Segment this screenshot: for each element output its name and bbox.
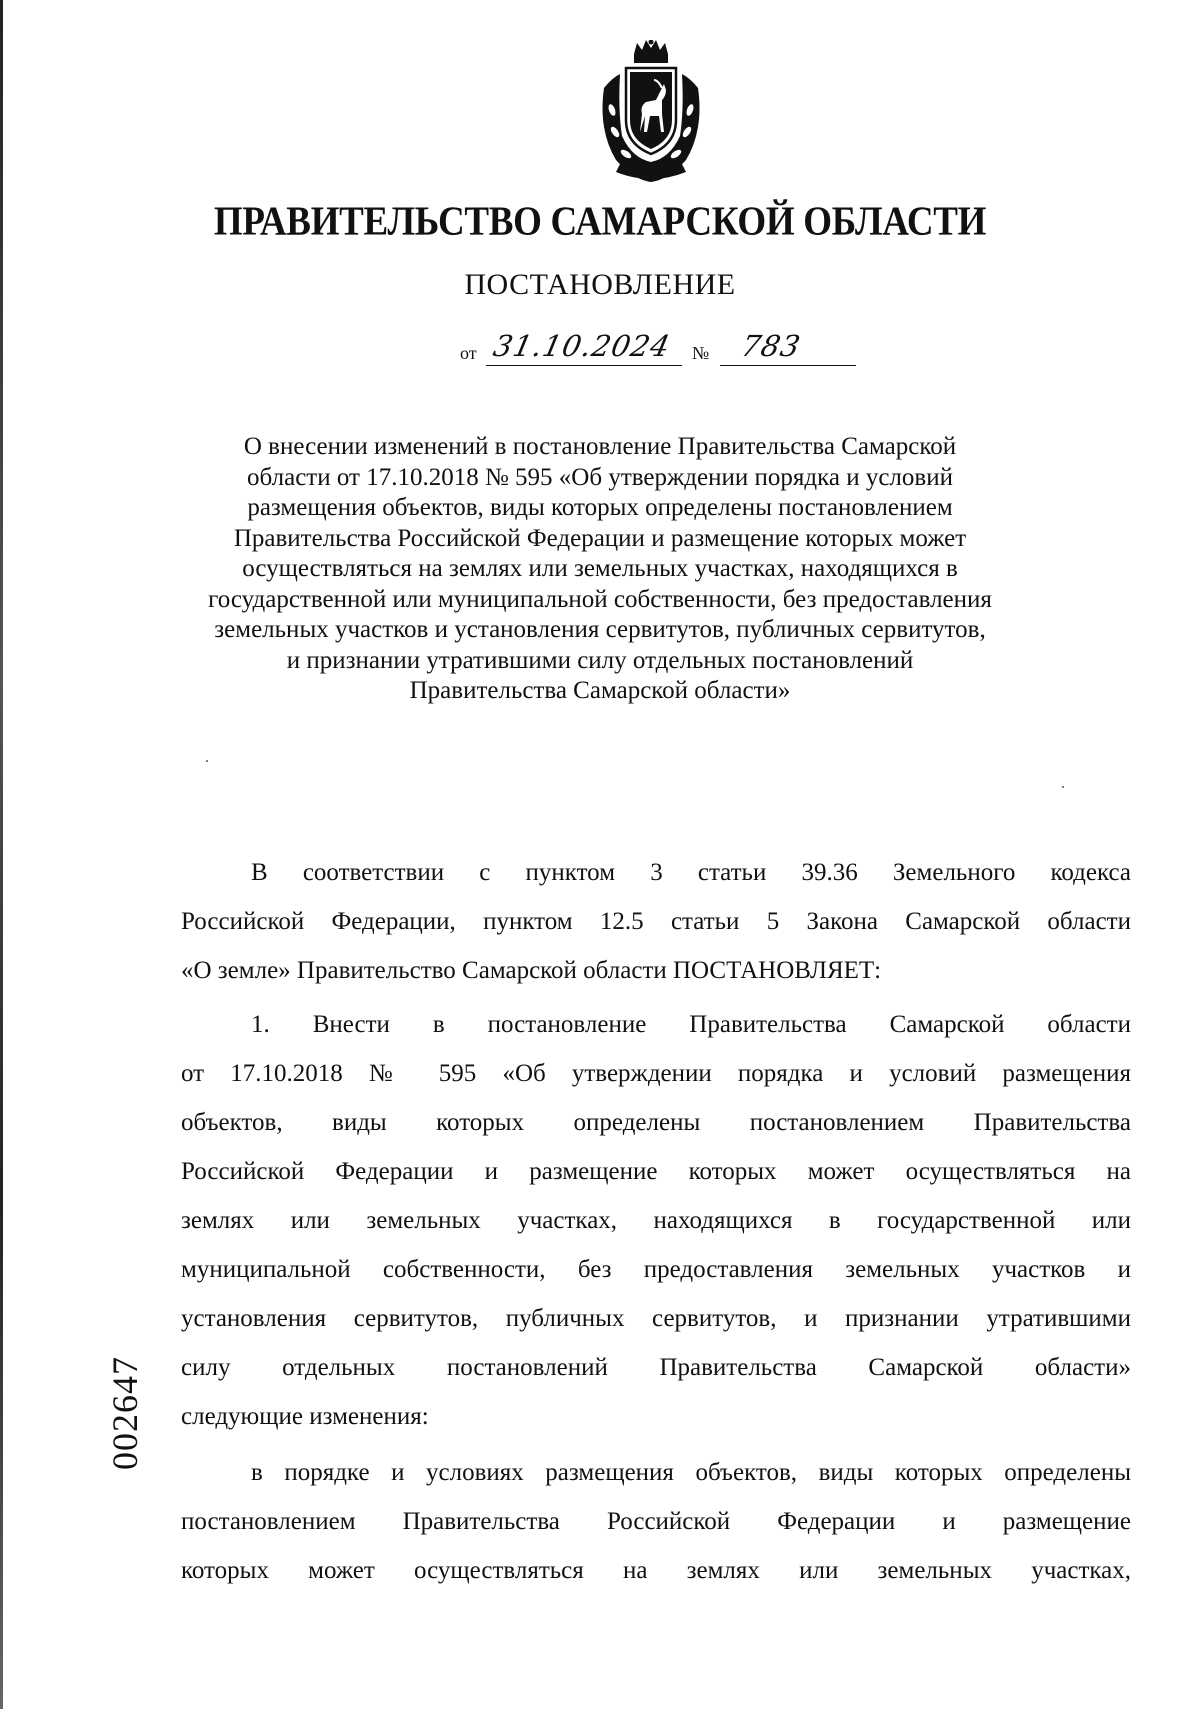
text-line: установления сервитутов, публичных сервитутов, и признании утратившими: [181, 1305, 1131, 1332]
number-prefix: №: [692, 343, 710, 363]
text-line: В соответствии с пунктом 3 статьи 39.36 Земельного кодекса: [251, 859, 1131, 886]
text-line: Российской Федерации и размещение которых может осуществляться на: [181, 1158, 1131, 1185]
scan-edge: [0, 0, 3, 1709]
date-field: [486, 325, 682, 366]
heading-line: Правительства Самарской области»: [409, 677, 791, 704]
heading-line: и признании утратившими силу отдельных постановлений: [286, 646, 914, 674]
document-heading: [150, 432, 1050, 707]
heading-line: земельных участков и установления сервитутов, публичных сервитутов,: [214, 616, 986, 643]
text-line: 1. Внести в постановление Правительства Самарской области: [251, 1011, 1131, 1038]
handwritten-date: 31.10.2024: [490, 329, 674, 363]
paragraph-preamble: [181, 848, 1131, 995]
government-title: ПРАВИТЕЛЬСТВО САМАРСКОЙ ОБЛАСТИ: [213, 198, 987, 245]
date-number-line: [460, 326, 860, 370]
text-line: муниципальной собственности, без предоставления земельных участков и: [181, 1256, 1131, 1283]
paragraph-item-1: [181, 1000, 1131, 1441]
heading-line: Правительства Российской Федерации и размещение которых может: [233, 524, 967, 552]
heading-line: О внесении изменений в постановление Правительства Самарской: [243, 433, 957, 460]
heading-line: осуществляться на землях или земельных участках, находящихся в: [242, 555, 958, 582]
text-line: следующие изменения:: [181, 1403, 429, 1430]
document-type: ПОСТАНОВЛЕНИЕ: [464, 268, 736, 301]
text-line: в порядке и условиях размещения объектов, виды которых определены: [251, 1459, 1131, 1486]
heading-line: размещения объектов, виды которых определены постановлением: [247, 494, 953, 521]
scan-speck: [206, 760, 208, 762]
text-line: землях или земельных участках, находящихся в государственной или: [181, 1207, 1131, 1234]
text-line: которых может осуществляться на землях или земельных участках,: [181, 1557, 1131, 1584]
handwritten-number: 783: [738, 329, 804, 363]
heading-line: государственной или муниципальной собственности, без предоставления: [208, 585, 992, 613]
text-line: силу отдельных постановлений Правительства Самарской области»: [181, 1354, 1131, 1381]
text-line: Российской Федерации, пунктом 12.5 статьи 5 Закона Самарской области: [181, 908, 1131, 935]
text-line: от 17.10.2018 № 595 «Об утверждении порядка и условий размещения: [181, 1060, 1131, 1087]
text-line: объектов, виды которых определены постановлением Правительства: [181, 1109, 1131, 1136]
date-prefix: от: [460, 343, 477, 363]
samara-coat-of-arms-icon: [590, 40, 712, 185]
paragraph-changes: [181, 1448, 1131, 1595]
registration-number: 002647: [105, 1356, 145, 1470]
text-line: «О земле» Правительство Самарской области ПОСТАНОВЛЯЕТ:: [181, 957, 882, 984]
scan-speck: [1062, 786, 1064, 788]
text-line: постановлением Правительства Российской Федерации и размещение: [181, 1508, 1131, 1535]
heading-line: области от 17.10.2018 № 595 «Об утверждении порядка и условий: [247, 463, 953, 491]
number-field: [720, 325, 856, 366]
